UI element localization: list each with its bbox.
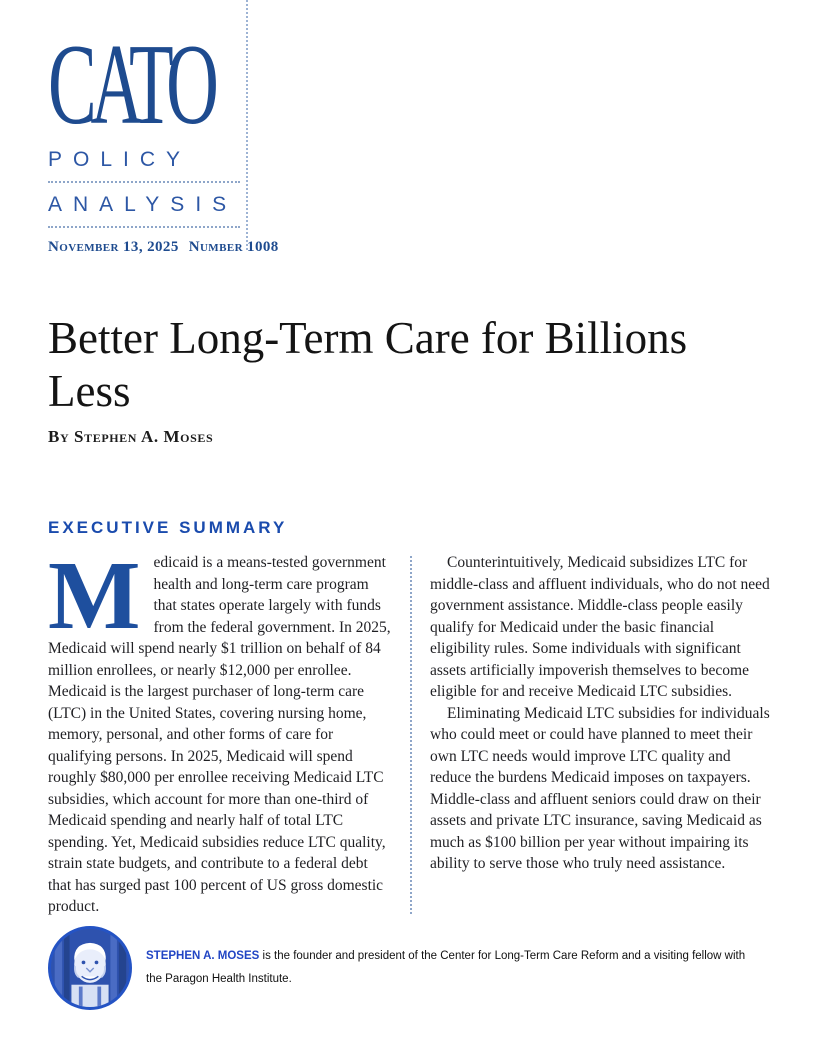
issue-number: Number 1008: [188, 238, 279, 255]
author-bio-text: is the founder and president of the Center for Long-Term Care Reform and a visiting fellow with the Paragon Health Institute.: [146, 950, 746, 985]
author-block: [48, 926, 772, 1010]
masthead-vertical-rule: [246, 0, 248, 250]
masthead-divider: [48, 181, 240, 183]
section-heading-executive-summary: EXECUTIVE SUMMARY: [48, 518, 288, 537]
summary-left-text: edicaid is a means-tested government health and long-term care program that states operate largely with funds from the federal government. In 2025, Medicaid will spend nearly $1 trillion on behalf of 84 million enrollees, or nearly $12,000 per enrollee. Medicaid is the largest purchaser of long-term care (LTC) in the United States, covering nursing home, memory, personal, and other forms of care for qualifying persons. In 2025, Medicaid will spend roughly $80,000 per enrollee receiving Medicaid LTC subsidies, which account for more than one-third of Medicaid spending and nearly half of total LTC spending. Yet, Medicaid subsidies reduce LTC quality, strain state budgets, and contribute to a federal debt that has surged past 100 percent of US gross domestic product.: [48, 554, 391, 915]
byline: By Stephen A. Moses: [48, 427, 214, 446]
summary-left-column: [48, 542, 392, 918]
masthead-analysis-label: ANALYSIS: [48, 192, 238, 216]
column-divider-rule: [410, 556, 412, 914]
summary-columns: [48, 542, 770, 918]
author-portrait-image: [51, 929, 129, 1007]
dropcap: M: [48, 542, 141, 650]
issue-date: November 13, 2025: [48, 238, 179, 255]
author-name: STEPHEN A. MOSES: [146, 950, 260, 962]
masthead-policy-label: POLICY: [48, 147, 192, 171]
masthead: [48, 21, 279, 256]
page-title: Better Long-Term Care for Billions Less: [48, 313, 688, 416]
author-bio: [146, 945, 764, 991]
summary-paragraph: Counterintuitively, Medicaid subsidizes LTC for middle-class and affluent individuals, who do not need government assistance. Middle-class people easily qualify for Medicaid under the basic financial eligibility rules. Some individuals with significant assets artificially impoverish themselves to become eligible for and receive Medicaid LTC subsidies.: [430, 554, 770, 700]
masthead-divider: [48, 226, 240, 228]
summary-right-column: [430, 552, 770, 918]
cato-logo: CATO: [48, 21, 213, 149]
issue-line: [48, 238, 279, 256]
summary-paragraph: Eliminating Medicaid LTC subsidies for individuals who could meet or could have planned to meet their own LTC needs would improve LTC quality and reduce the burdens Medicaid imposes on taxpayers. Middle-class and affluent seniors could draw on their assets and private LTC insurance, saving Medicaid as much as $100 billion per year without impairing its ability to serve those who truly need assistance.: [430, 704, 770, 872]
author-avatar: [48, 926, 132, 1010]
